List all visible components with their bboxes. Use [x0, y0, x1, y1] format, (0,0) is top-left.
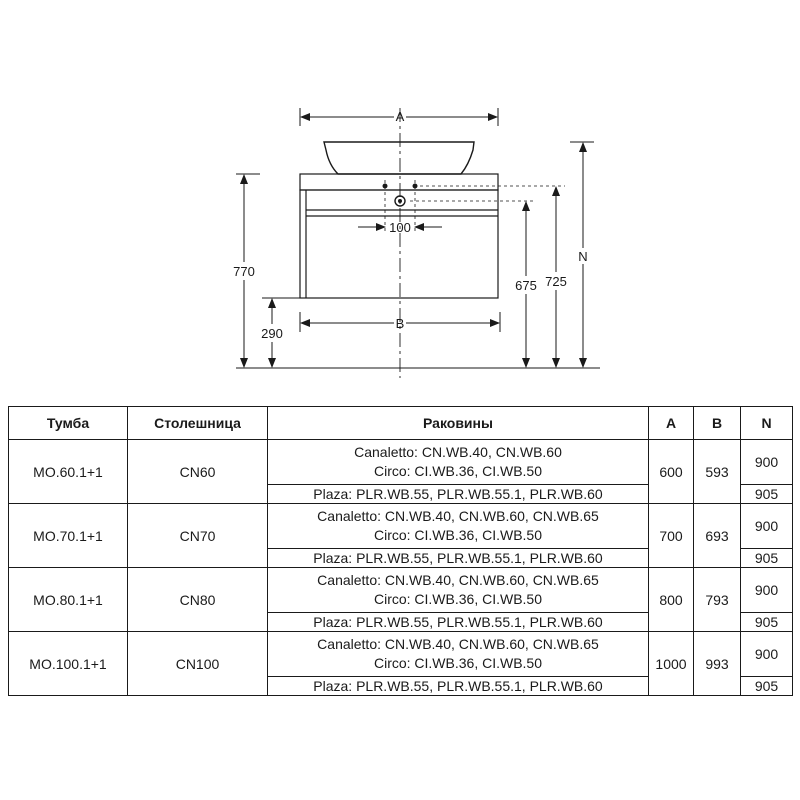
dim-770-label: 770: [233, 264, 255, 279]
cell-sinks: [268, 568, 649, 613]
dim-725: [420, 186, 565, 367]
basin-shape: [324, 142, 474, 174]
cell-sinks: [268, 504, 649, 549]
cell-sinks: [268, 632, 649, 677]
col-header-b: B: [694, 407, 741, 440]
cell-a: 800: [649, 568, 694, 632]
col-header-sinks: Раковины: [268, 407, 649, 440]
cell-tumba: MO.100.1+1: [9, 632, 128, 696]
cell-a: 700: [649, 504, 694, 568]
table-row: [9, 568, 793, 613]
cell-a: 600: [649, 440, 694, 504]
sink-canaletto: Canaletto: CN.WB.40, CN.WB.60, CN.WB.65: [317, 636, 599, 652]
cell-a: 1000: [649, 632, 694, 696]
cell-n1: 900: [741, 504, 793, 549]
countertop-outline: [300, 174, 498, 190]
dim-n-label: N: [578, 249, 588, 264]
cell-n2: 905: [741, 613, 793, 632]
dim-290-label: 290: [261, 326, 283, 341]
col-header-tumba: Тумба: [9, 407, 128, 440]
col-header-top: Столешница: [128, 407, 268, 440]
dim-b-label: B: [395, 316, 405, 331]
dim-a-label: A: [395, 109, 405, 124]
table-row: [9, 504, 793, 549]
table-row: [9, 632, 793, 677]
cell-b: 993: [694, 632, 741, 696]
dim-100-label: 100: [389, 220, 411, 235]
sink-canaletto: Canaletto: CN.WB.40, CN.WB.60: [354, 444, 562, 460]
cell-b: 593: [694, 440, 741, 504]
sink-plaza: Plaza: PLR.WB.55, PLR.WB.55.1, PLR.WB.60: [268, 677, 649, 696]
cell-tumba: MO.80.1+1: [9, 568, 128, 632]
cell-b: 793: [694, 568, 741, 632]
sink-canaletto: Canaletto: CN.WB.40, CN.WB.60, CN.WB.65: [317, 572, 599, 588]
sink-plaza: Plaza: PLR.WB.55, PLR.WB.55.1, PLR.WB.60: [268, 549, 649, 568]
cell-n1: 900: [741, 632, 793, 677]
cell-tumba: MO.60.1+1: [9, 440, 128, 504]
cell-n2: 905: [741, 677, 793, 696]
cell-top: CN80: [128, 568, 268, 632]
cell-n2: 905: [741, 485, 793, 504]
table-row: [9, 440, 793, 485]
cell-n1: 900: [741, 440, 793, 485]
dim-675-label: 675: [515, 278, 537, 293]
cell-sinks: [268, 440, 649, 485]
sink-plaza: Plaza: PLR.WB.55, PLR.WB.55.1, PLR.WB.60: [268, 485, 649, 504]
col-header-a: A: [649, 407, 694, 440]
cell-top: CN100: [128, 632, 268, 696]
cell-n2: 905: [741, 549, 793, 568]
spec-table: [8, 406, 793, 696]
sink-plaza: Plaza: PLR.WB.55, PLR.WB.55.1, PLR.WB.60: [268, 613, 649, 632]
cell-n1: 900: [741, 568, 793, 613]
dim-770: [236, 174, 600, 368]
col-header-n: N: [741, 407, 793, 440]
cell-top: CN70: [128, 504, 268, 568]
dim-725-label: 725: [545, 274, 567, 289]
cell-tumba: MO.70.1+1: [9, 504, 128, 568]
sink-canaletto: Canaletto: CN.WB.40, CN.WB.60, CN.WB.65: [317, 508, 599, 524]
cell-top: CN60: [128, 440, 268, 504]
cell-b: 693: [694, 504, 741, 568]
sink-circo: Circo: CI.WB.36, CI.WB.50: [373, 527, 543, 543]
sink-circo: Circo: CI.WB.36, CI.WB.50: [373, 463, 543, 479]
table-header-row: [9, 407, 793, 440]
sink-circo: Circo: CI.WB.36, CI.WB.50: [373, 591, 543, 607]
sink-circo: Circo: CI.WB.36, CI.WB.50: [373, 655, 543, 671]
